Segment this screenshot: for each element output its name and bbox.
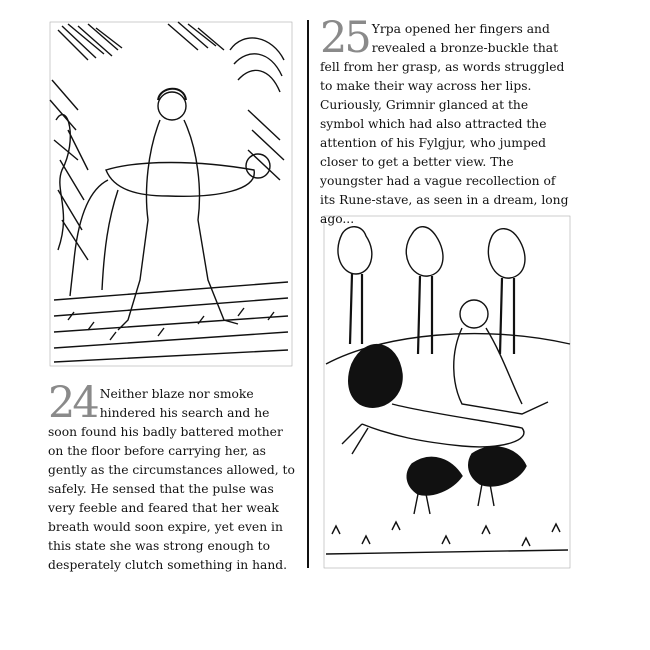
passage-25 <box>320 13 572 229</box>
passage-text: Yrpa opened her fingers and revealed a bronze-buckle that fell from her grasp, as words struggled to make their way across her lips. Curiously, Grimnir glanced at the symbol which had also attracted the attention of his Fylgjur, who jumped closer to get a better view. The youngster had a vague recollection of its Rune-stave, as seen in a dream, long ago... <box>320 22 569 226</box>
passage-text: Neither blaze nor smoke hindered his search and he soon found his badly battered mother on the floor before carrying her, as gently as the circumstances allowed, to safely. He sensed that the pulse was very feeble and feared that her weak breath would soon expire, yet even in this state she was strong enough to desperately clutch something in hand. <box>48 387 295 572</box>
illustration-rescue <box>48 20 294 368</box>
passage-number: 24 <box>48 378 97 428</box>
column-divider <box>307 20 309 568</box>
passage-24 <box>48 378 296 575</box>
passage-number: 25 <box>320 13 369 63</box>
illustration-ravens <box>322 214 572 570</box>
